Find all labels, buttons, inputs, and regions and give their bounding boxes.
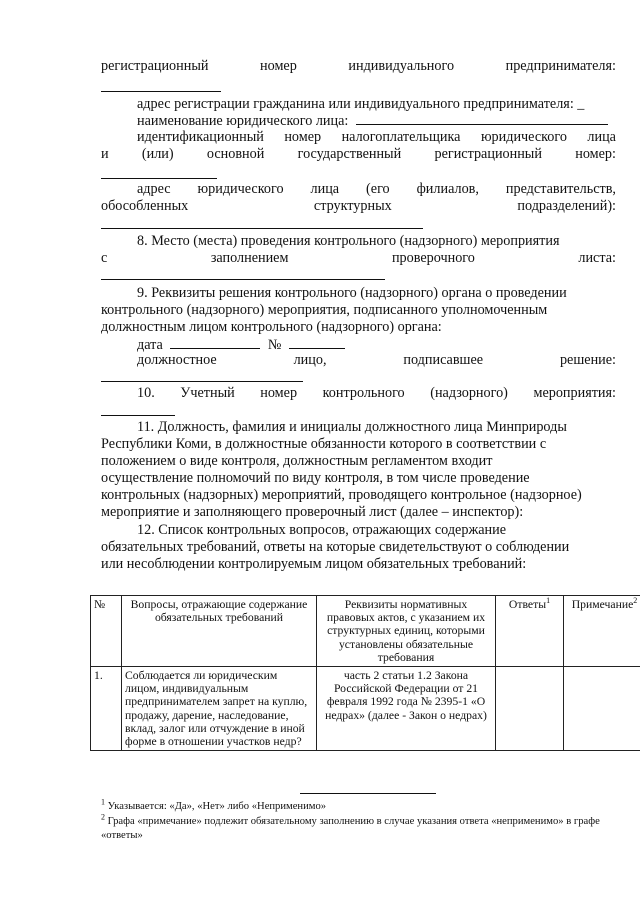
word: и [101,146,109,162]
word: лица [587,129,616,145]
row-num: 1. [91,667,122,751]
footnote-1-mark: 1 [101,797,105,807]
footnote-ref-2: 2 [633,596,638,606]
date-label: дата [137,337,163,353]
item-11-line-2: Республики Коми, в должностные обязанности которого в соответствии с [101,436,547,452]
word: юридического [480,129,567,145]
word: с [101,250,108,266]
number-sign: № [267,337,282,353]
footnote-2-mark: 2 [101,812,105,822]
number-blank [289,336,345,349]
item-12-line-2: обязательных требований, ответы на которые свидетельствуют о соблюдении [101,539,570,555]
date-number-line [137,336,616,353]
footnote-1-text: Указывается: «Да», «Нет» либо «Неприменимо» [107,801,327,812]
word: лицо, [293,352,327,368]
addr-legal-line-2 [101,198,616,214]
word: листа: [578,250,616,266]
item-11-line-3: положением о виде контроля, должностным регламентом входит [101,453,493,469]
item-8-line-2 [101,250,616,266]
word: обособленных [101,198,189,214]
date-blank [170,336,260,349]
word: проверочного [391,250,475,266]
item-11-line-4: осуществление полномочий по виду контроля, в том числе проведение [101,470,530,486]
word: Учетный [180,385,235,401]
item-8-blank [101,279,385,280]
item-9-line-1: 9. Реквизиты решения контрольного (надзорного) органа о проведении [137,285,567,301]
footnote-separator [300,793,436,794]
official-line [137,352,616,368]
item-11-line-5: контрольных (надзорных) мероприятий, проводящего контрольное (надзорное) [101,487,582,503]
word: адрес [137,181,171,197]
word: государственный [297,146,402,162]
word: предпринимателя: [505,58,616,74]
word: контрольного [322,385,405,401]
inn-line-2 [101,146,616,162]
item-10-blank [101,415,175,416]
item-9-line-2: контрольного (надзорного) мероприятия, подписанного уполномоченным [101,302,548,318]
word: номер [260,58,297,74]
footnote-ref-1: 1 [546,596,551,606]
addr-legal-line-1 [137,181,616,197]
header-requisites: Реквизиты нормативных правовых актов, с указанием их структурных единиц, которыми установлены обязательные требования [317,596,496,667]
word: (его [366,181,390,197]
footnote-1 [101,797,616,814]
item-11-line-1: 11. Должность, фамилия и инициалы должностного лица Минприроды [137,419,567,435]
word: филиалов, [416,181,479,197]
word: представительств, [505,181,616,197]
item-12-line-3: или несоблюдении контролируемым лицом обязательных требований: [101,556,527,572]
row-question: Соблюдается ли юридическим лицом, индивидуальным предпринимателем запрет на куплю, продажу, дарение, наследование, вклад, залог или отчуждение в иной форме в отношении участков недр? [122,667,317,751]
item-8-line-1: 8. Место (места) проведения контрольного (надзорного) мероприятия [137,233,560,249]
item-10-line [137,385,616,401]
reg-number-label [101,58,616,74]
word: основной [206,146,265,162]
header-answers [496,596,564,667]
addr-reg-line: адрес регистрации гражданина или индивидуального предпринимателя: _ [137,96,585,112]
inn-line-1 [137,129,616,145]
item-9-line-3: должностным лицом контрольного (надзорного) органа: [101,319,442,335]
word: номер: [575,146,616,162]
row-requisite: часть 2 статьи 1.2 Закона Российской Федерации от 21 февраля 1992 года № 2395-1 «О недрах» (далее - Закон о недрах) [317,667,496,751]
word: юридического [197,181,284,197]
row-answer-cell[interactable] [496,667,564,751]
word: (надзорного) [430,385,508,401]
word: должностное [137,352,217,368]
word: подразделений): [517,198,616,214]
table-row [91,667,640,751]
checklist-table [90,595,640,751]
header-questions: Вопросы, отражающие содержание обязательных требований [122,596,317,667]
word: номер [284,129,322,145]
item-12-line-1: 12. Список контрольных вопросов, отражающих содержание [137,522,507,538]
word: 10. [137,385,155,401]
inn-blank [101,178,217,179]
table-header-row [91,596,640,667]
footnote-2 [101,812,616,829]
word: регистрационный [101,58,209,74]
word: (или) [141,146,174,162]
row-note-cell[interactable] [564,667,640,751]
word: мероприятия: [533,385,616,401]
word: заполнением [210,250,289,266]
header-note-label: Примечание [571,598,634,611]
footnote-2-text: Графа «примечание» подлежит обязательному заполнению в случае указания ответа «неприменимо» в графе [107,816,600,827]
official-blank [101,381,303,382]
word: регистрационный [434,146,542,162]
word: решение: [559,352,616,368]
word: идентификационный [137,129,264,145]
word: лица [310,181,340,197]
header-answers-label: Ответы [508,598,547,611]
word: номер [260,385,298,401]
legal-name-line [137,112,616,129]
footnote-2-cont: «ответы» [101,830,143,841]
header-note [564,596,640,667]
word: подписавшее [403,352,484,368]
legal-name-label: наименование юридического лица: [137,113,349,129]
header-num: № [91,596,122,667]
addr-legal-blank [101,228,423,229]
word: структурных [313,198,392,214]
reg-number-blank [101,91,221,92]
item-11-line-6: мероприятие и заполняющего проверочный лист (далее – инспектор): [101,504,524,520]
word: индивидуального [348,58,455,74]
legal-name-blank [356,112,608,125]
word: налогоплательщика [341,129,461,145]
